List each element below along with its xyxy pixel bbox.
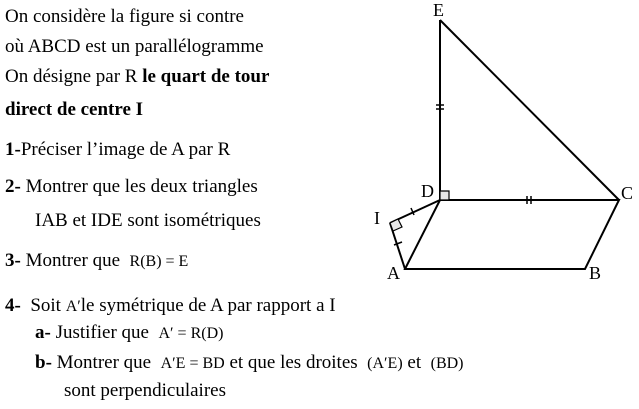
question-4-number: 4- xyxy=(5,295,21,316)
question-3-text: Montrer que xyxy=(25,250,121,271)
question-3-formula: R(B) = E xyxy=(129,253,189,270)
rotation-symbol: R xyxy=(124,66,138,87)
question-4-text-b: le symétrique de A par rapport a I xyxy=(80,295,336,316)
question-2-text-1: Montrer que les deux triangles xyxy=(25,176,258,197)
label-d: D xyxy=(421,181,434,201)
question-2-line-2: IAB et IDE sont isométriques xyxy=(35,210,261,231)
question-4b-text-2: et que les droites xyxy=(229,352,358,373)
question-2-number: 2- xyxy=(5,176,21,197)
label-b: B xyxy=(589,263,602,283)
right-angle-i-marker xyxy=(390,219,402,231)
question-1-text: Préciser l’image de A par R xyxy=(20,139,231,160)
intro-line-2: où ABCD est un parallélogramme xyxy=(5,36,264,57)
question-4-text-a: Soit xyxy=(30,295,61,316)
label-e: E xyxy=(433,0,444,20)
label-c: C xyxy=(621,183,634,203)
right-angle-d-marker xyxy=(440,191,449,200)
question-4b-formula: A′E = BD xyxy=(160,355,225,372)
segment-ec xyxy=(440,20,619,200)
question-4a-number: a- xyxy=(35,322,51,343)
question-4a-text: Justifier que xyxy=(55,322,149,343)
intro-line-1: On considère la figure si contre xyxy=(5,6,244,27)
question-1-number: 1- xyxy=(5,139,21,160)
question-4b-line-ae: (A′E) xyxy=(367,355,403,372)
question-4-symbol: A′ xyxy=(65,298,81,315)
question-3-number: 3- xyxy=(5,250,21,271)
question-4b-line-bd: (BD) xyxy=(430,355,464,372)
question-4b-text-1: Montrer que xyxy=(56,352,152,373)
question-4b-line-2: sont perpendiculaires xyxy=(64,380,226,401)
intro-line-4: direct de centre I xyxy=(5,99,144,120)
parallelogram-abcd xyxy=(405,200,619,269)
question-4b-number: b- xyxy=(35,352,52,373)
intro-line-3-start: On désigne par xyxy=(5,66,121,87)
label-a: A xyxy=(387,263,400,283)
intro-line-3-bold: le quart de tour xyxy=(142,66,270,87)
question-4b-and: et xyxy=(407,352,422,373)
label-i: I xyxy=(374,208,380,228)
question-4a-formula: A′ = R(D) xyxy=(158,325,224,342)
